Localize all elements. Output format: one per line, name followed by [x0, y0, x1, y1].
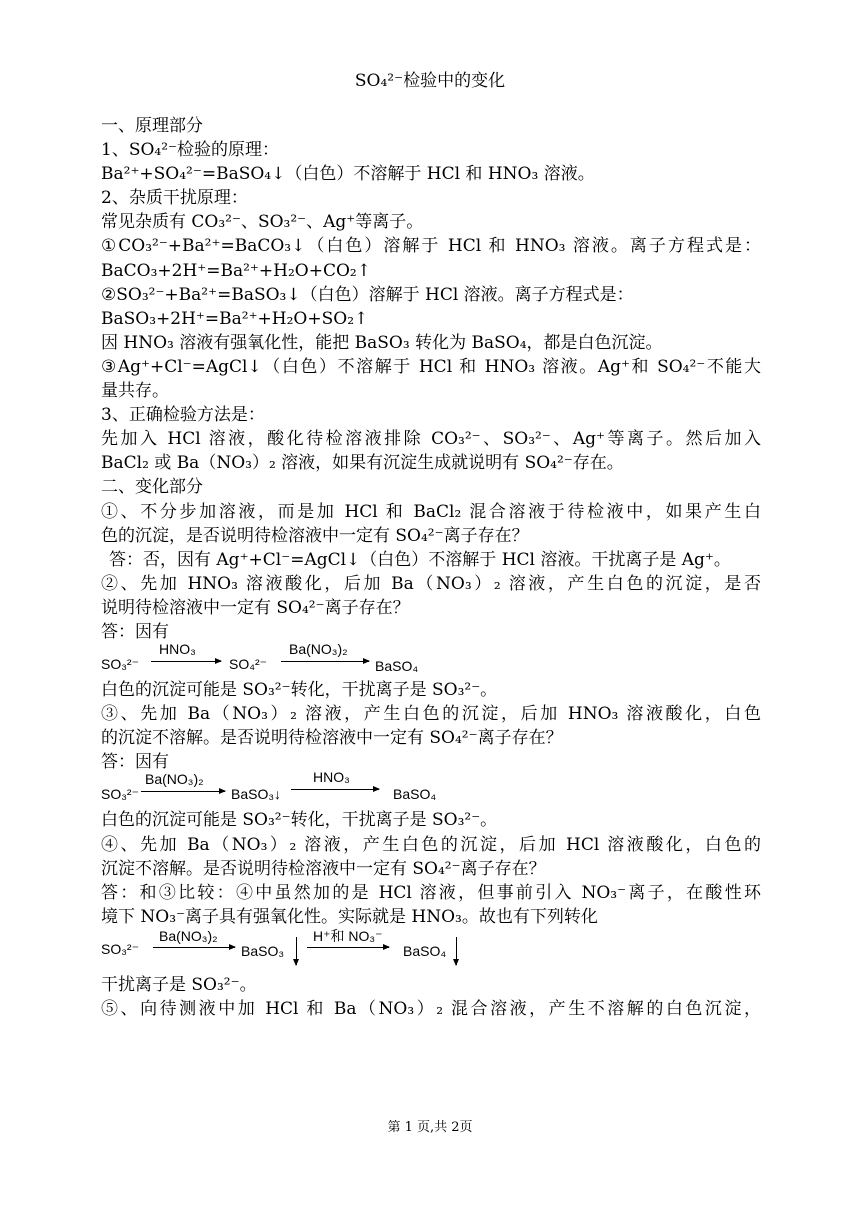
paragraph: BaCl₂ 或 Ba（NO₃）₂ 溶液，如果有沉淀生成就说明有 SO₄²⁻存在。 — [101, 453, 624, 474]
equation-line: ③Ag⁺+Cl⁻=AgCl↓（白色）不溶解于 HCl 和 HNO₃ 溶液。Ag⁺和 SO₄²⁻不能大 — [101, 356, 761, 377]
paragraph: 量共存。 — [101, 381, 169, 402]
paragraph: 2、杂质干扰原理： — [101, 188, 248, 209]
paragraph: 因 HNO₃ 溶液有强氧化性，能把 BaSO₃ 转化为 BaSO₄，都是白色沉淀。 — [101, 332, 663, 353]
equation-line: Ba²⁺+SO₄²⁻=BaSO₄↓（白色）不溶解于 HCl 和 HNO₃ 溶液。 — [101, 164, 595, 185]
paragraph: 1、SO₄²⁻检验的原理： — [101, 140, 280, 161]
equation-line: ①CO₃²⁻+Ba²⁺=BaCO₃↓（白色）溶解于 HCl 和 HNO₃ 溶液。离子方程式是： — [101, 236, 761, 257]
reaction-arrow — [281, 661, 369, 662]
species-end: BaSO₄ — [403, 942, 447, 959]
question-5: ⑤、向待测液中加 HCl 和 Ba（NO₃）₂ 混合溶液，产生不溶解的白色沉淀， — [101, 999, 761, 1019]
answer-3-label: 答：因有 — [101, 752, 169, 773]
paragraph: 常见杂质有 CO₃²⁻、SO₃²⁻、Ag⁺等离子。 — [101, 212, 424, 233]
reaction-scheme-1 — [101, 641, 761, 678]
species-mid: BaSO₃ — [241, 942, 285, 959]
answer-1: 答：否，因有 Ag⁺+Cl⁻=AgCl↓（白色）不溶解于 HCl 溶液。干扰离子是 Ag⁺。 — [109, 549, 731, 570]
reaction-arrow — [141, 791, 225, 792]
reagent-label: Ba(NO₃)₂ — [159, 927, 218, 944]
question-2-cont: 说明待检溶液中一定有 SO₄²⁻离子存在？ — [101, 597, 410, 618]
reaction-arrow — [307, 947, 389, 948]
question-4: ④、先加 Ba（NO₃）₂ 溶液，产生白色的沉淀，后加 HCl 溶液酸化，白色的 — [101, 834, 761, 855]
answer-2-label: 答：因有 — [101, 621, 169, 642]
species-mid: SO₄²⁻ — [229, 656, 267, 673]
reaction-scheme-2 — [101, 769, 761, 808]
question-1-cont: 色的沉淀，是否说明待检溶液中一定有 SO₄²⁻离子存在？ — [101, 525, 529, 546]
section-heading-variation: 二、变化部分 — [101, 477, 203, 498]
paragraph: 白色的沉淀可能是 SO₃²⁻转化，干扰离子是 SO₃²⁻。 — [101, 810, 498, 831]
document-body — [101, 114, 761, 1021]
reaction-scheme-3 — [101, 929, 761, 973]
species-mid: BaSO₃↓ — [231, 786, 282, 803]
species-end: BaSO₄ — [393, 786, 437, 803]
species-start: SO₃²⁻ — [101, 940, 139, 957]
paragraph: 干扰离子是 SO₃²⁻。 — [101, 974, 257, 995]
precipitate-arrow — [456, 937, 457, 965]
equation-line: BaCO₃+2H⁺=Ba²⁺+H₂O+CO₂↑ — [101, 260, 371, 281]
question-2: ②、先加 HNO₃ 溶液酸化，后加 Ba（NO₃）₂ 溶液，产生白色的沉淀，是否 — [101, 573, 761, 594]
reagent-label: HNO₃ — [313, 769, 350, 786]
reaction-arrow — [153, 947, 235, 948]
answer-4: 答：和③比较：④中虽然加的是 HCl 溶液，但事前引入 NO₃⁻离子，在酸性环 — [101, 882, 761, 903]
equation-line: ②SO₃²⁻+Ba²⁺=BaSO₃↓（白色）溶解于 HCl 溶液。离子方程式是： — [101, 284, 634, 305]
page-footer: 第 1 页,共 2页 — [387, 1120, 473, 1135]
answer-4-cont: 境下 NO₃⁻离子具有强氧化性。实际就是 HNO₃。故也有下列转化 — [101, 906, 598, 927]
paragraph: 先加入 HCl 溶液，酸化待检溶液排除 CO₃²⁻、SO₃²⁻、Ag⁺等离子。然后加入 — [101, 429, 761, 450]
precipitate-arrow — [296, 937, 297, 965]
reagent-label: H⁺和 NO₃⁻ — [313, 927, 383, 944]
page-title: SO₄²⁻检验中的变化 — [354, 71, 506, 91]
paragraph: 3、正确检验方法是： — [101, 405, 265, 426]
species-end: BaSO₄ — [375, 658, 419, 675]
equation-line: BaSO₃+2H⁺=Ba²⁺+H₂O+SO₂↑ — [101, 308, 369, 329]
reaction-arrow — [291, 789, 379, 790]
species-start: SO₃²⁻ — [101, 786, 139, 803]
reaction-arrow — [151, 661, 221, 662]
question-4-cont: 沉淀不溶解。是否说明待检溶液中一定有 SO₄²⁻离子存在？ — [101, 858, 546, 879]
species-start: SO₃²⁻ — [101, 656, 139, 673]
section-heading-principle: 一、原理部分 — [101, 116, 203, 136]
reagent-label: HNO₃ — [159, 641, 196, 658]
reagent-label: Ba(NO₃)₂ — [145, 771, 204, 788]
paragraph: 白色的沉淀可能是 SO₃²⁻转化，干扰离子是 SO₃²⁻。 — [101, 680, 498, 701]
question-1: ①、不分步加溶液，而是加 HCl 和 BaCl₂ 混合溶液于待检液中，如果产生白 — [101, 501, 761, 522]
reagent-label: Ba(NO₃)₂ — [289, 641, 348, 658]
question-3-cont: 的沉淀不溶解。是否说明待检溶液中一定有 SO₄²⁻离子存在？ — [101, 728, 563, 749]
question-3: ③、先加 Ba（NO₃）₂ 溶液，产生白色的沉淀，后加 HNO₃ 溶液酸化，白色 — [101, 704, 761, 725]
